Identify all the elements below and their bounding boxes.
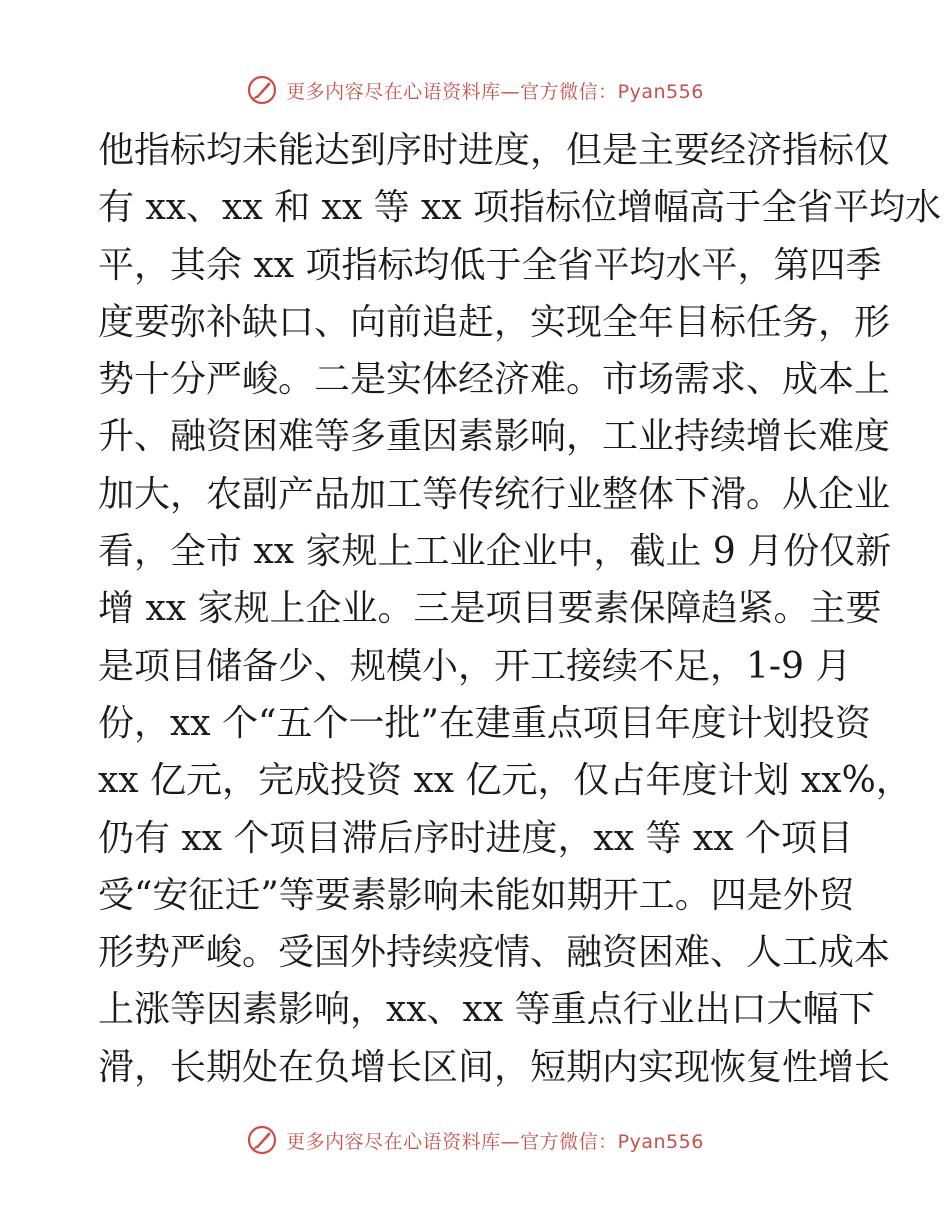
body-line: 他指标均未能达到序时进度，但是主要经济指标仅 <box>98 130 891 171</box>
header-banner <box>0 70 950 110</box>
body-line: 加大，农副产品加工等传统行业整体下滑。从企业 <box>98 473 891 515</box>
body-line: 升、融资困难等多重因素影响，工业持续增长难度 <box>98 416 891 458</box>
body-line: 增 xx 家规上企业。三是项目要素保障趋紧。主要 <box>98 588 882 630</box>
body-line: 看，全市 xx 家规上工业企业中，截止 9 月份仅新 <box>98 531 892 573</box>
body-line: 上涨等因素影响，xx、xx 等重点行业出口大幅下 <box>98 989 875 1031</box>
body-line: 有 xx、xx 和 xx 等 xx 项指标位增幅高于全省平均水 <box>98 187 942 229</box>
body-line: 形势严峻。受国外持续疫情、融资困难、人工成本 <box>98 932 891 974</box>
body-line: 滑，长期处在负增长区间，短期内实现恢复性增长 <box>98 1046 891 1088</box>
body-line: 势十分严峻。二是实体经济难。市场需求、成本上 <box>98 359 891 401</box>
quill-logo-icon <box>246 1124 278 1156</box>
quill-logo-icon <box>246 74 278 106</box>
body-line: 仍有 xx 个项目滞后序时进度，xx 等 xx 个项目 <box>98 817 854 859</box>
body-line: xx 亿元，完成投资 xx 亿元，仅占年度计划 xx%， <box>98 760 912 802</box>
body-line: 平，其余 xx 项指标均低于全省平均水平，第四季 <box>98 244 882 286</box>
body-text <box>98 122 942 1096</box>
body-line: 是项目储备少、规模小，开工接续不足，1-9 月 <box>98 645 852 687</box>
body-line: 度要弥补缺口、向前追赶，实现全年目标任务，形 <box>98 301 891 343</box>
footer-banner-text: 更多内容尽在心语资料库—官方微信：Pyan556 <box>286 1130 704 1153</box>
body-line: 份，xx 个“五个一批”在建重点项目年度计划投资 <box>98 702 871 744</box>
footer-banner <box>0 1120 950 1160</box>
header-banner-text: 更多内容尽在心语资料库—官方微信：Pyan556 <box>286 80 704 103</box>
body-line: 受“安征迁”等要素影响未能如期开工。四是外贸 <box>98 874 855 916</box>
